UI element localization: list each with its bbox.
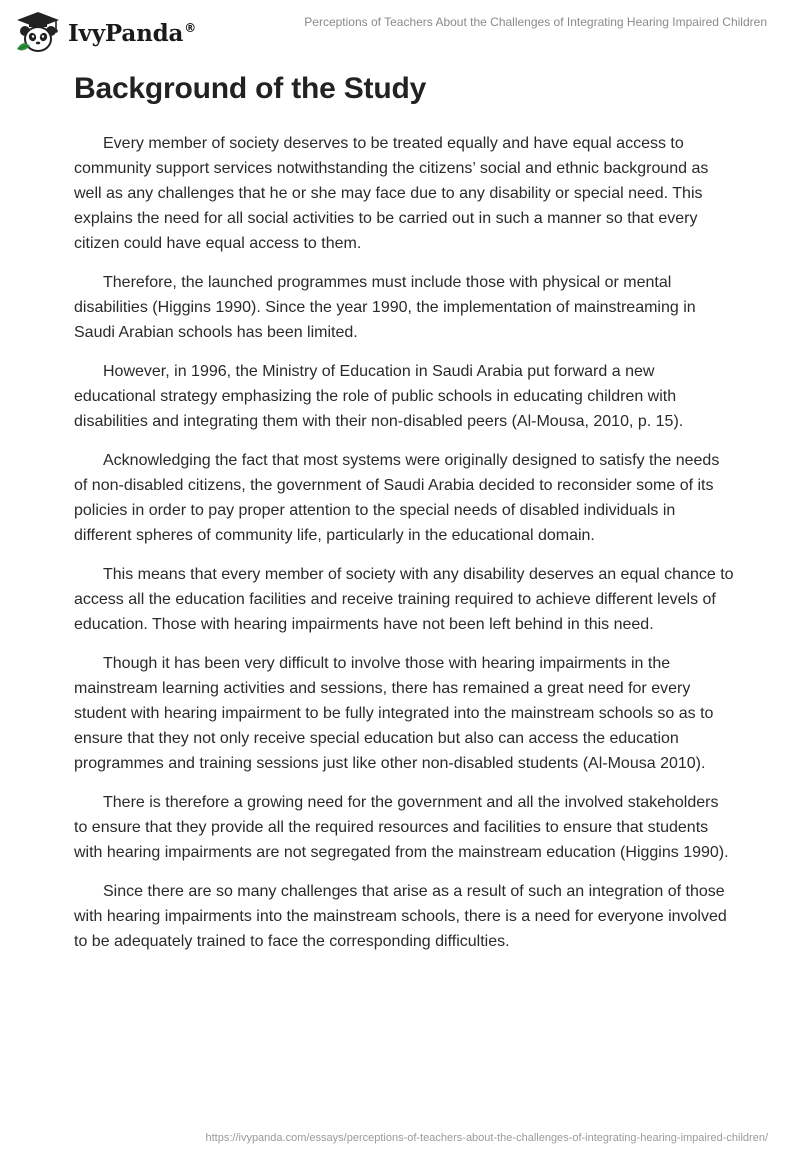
footer-source-url[interactable]: https://ivypanda.com/essays/perceptions-of-teachers-about-the-challenges-of-integrating-hearing-impaired-children/ bbox=[205, 1132, 768, 1144]
article-body bbox=[74, 131, 734, 968]
panda-graduate-icon bbox=[14, 9, 62, 57]
paragraph: This means that every member of society with any disability deserves an equal chance to access all the education facilities and receive training required to achieve different levels of education. Those with hearing impairments have not been left behind in this need. bbox=[74, 566, 734, 633]
document-header-title: Perceptions of Teachers About the Challenges of Integrating Hearing Impaired Children bbox=[304, 15, 767, 29]
paragraph: Acknowledging the fact that most systems were originally designed to satisfy the needs of non-disabled citizens, the government of Saudi Arabia decided to reconsider some of its policies in order to pay proper attention to the special needs of disabled individuals in different spheres of community life, particularly in the educational domain. bbox=[74, 452, 720, 544]
brand-name-text: IvyPanda bbox=[68, 19, 184, 47]
paragraph: There is therefore a growing need for the government and all the involved stakeholders to ensure that they provide all the required resources and facilities to ensure that students with hearing impairments are not segregated from the mainstream education (Higgins 1990). bbox=[74, 794, 729, 861]
brand-name bbox=[68, 20, 196, 47]
paragraph: However, in 1996, the Ministry of Education in Saudi Arabia put forward a new educational strategy emphasizing the role of public schools in educating children with disabilities and integrating them with their non-disabled peers (Al-Mousa, 2010, p. 15). bbox=[74, 363, 684, 430]
paragraph: Though it has been very difficult to involve those with hearing impairments in the mainstream learning activities and sessions, there has remained a great need for every student with hearing impairment to be fully integrated into the mainstream schools so as to ensure that they not only receive special education but also can access the education programmes and training sessions just like other non-disabled students (Al-Mousa 2010). bbox=[74, 655, 714, 772]
brand-logo[interactable] bbox=[14, 8, 196, 58]
paragraph: Since there are so many challenges that arise as a result of such an integration of those with hearing impairments into the mainstream schools, there is a need for everyone involved to be adequately trained to face the corresponding difficulties. bbox=[74, 883, 727, 950]
paragraph: Therefore, the launched programmes must include those with physical or mental disabilities (Higgins 1990). Since the year 1990, the implementation of mainstreaming in Saudi Arabian schools has been limited. bbox=[74, 274, 696, 341]
registered-mark: ® bbox=[184, 20, 196, 35]
paragraph: Every member of society deserves to be treated equally and have equal access to community support services notwithstanding the citizens’ social and ethnic background as well as any challenges that he or she may face due to any disability or special need. This explains the need for all social activities to be carried out in such a manner so that every citizen could have equal access to them. bbox=[74, 135, 709, 252]
page-title: Background of the Study bbox=[74, 72, 427, 105]
